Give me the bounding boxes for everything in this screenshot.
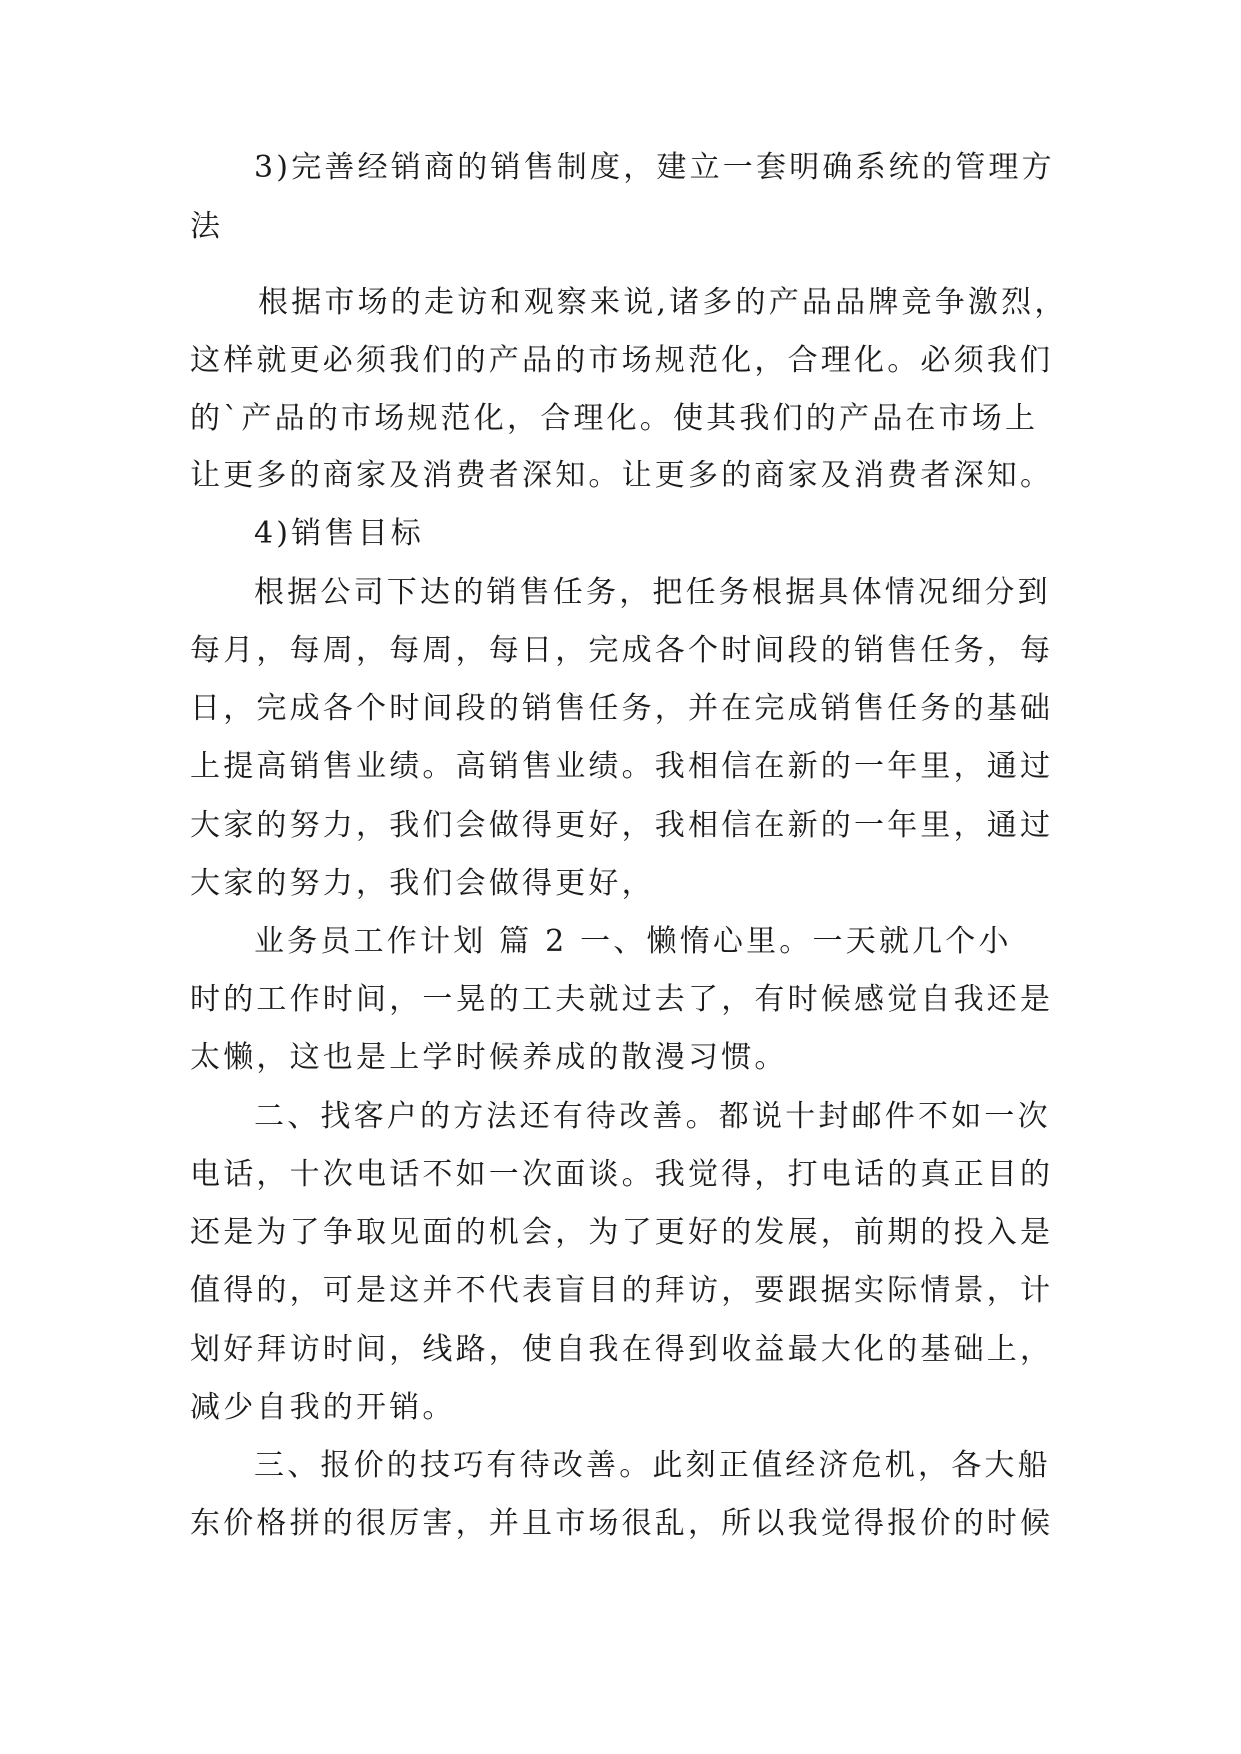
text-line: 根据市场的走访和观察来说,诸多的产品品牌竞争激烈， [258, 285, 1068, 320]
text-line: 法 [190, 209, 224, 244]
text-line: 根据公司下达的销售任务，把任务根据具体情况细分到 [254, 575, 1051, 610]
text-line: 让更多的商家及消费者深知。让更多的商家及消费者深知。 [190, 458, 1054, 493]
text-line: 这样就更必须我们的产品的市场规范化，合理化。必须我们 [190, 343, 1054, 378]
text-line: 值得的，可是这并不代表盲目的拜访，要跟据实际情景，计 [190, 1273, 1054, 1308]
text-line: 电话，十次电话不如一次面谈。我觉得，打电话的真正目的 [190, 1157, 1054, 1192]
section-heading-line: 业务员工作计划 篇 2 一、懒惰心里。一天就几个小 [254, 924, 1012, 959]
text-line: 大家的努力，我们会做得更好， [190, 866, 655, 901]
text-line: 时的工作时间，一晃的工夫就过去了，有时候感觉自我还是 [190, 982, 1054, 1017]
text-line: 太懒，这也是上学时候养成的散漫习惯。 [190, 1040, 788, 1075]
text-line: 三、报价的技巧有待改善。此刻正值经济危机，各大船 [254, 1448, 1051, 1483]
text-line: 4)销售目标 [254, 516, 424, 551]
text-line: 东价格拼的很厉害，并且市场很乱，所以我觉得报价的时候 [190, 1506, 1054, 1541]
text-line: 减少自我的开销。 [190, 1390, 456, 1425]
text-line: 还是为了争取见面的机会，为了更好的发展，前期的投入是 [190, 1215, 1054, 1250]
text-line: 上提高销售业绩。高销售业绩。我相信在新的一年里，通过 [190, 749, 1054, 784]
text-line: 二、找客户的方法还有待改善。都说十封邮件不如一次 [254, 1099, 1051, 1134]
text-line: 日，完成各个时间段的销售任务，并在完成销售任务的基础 [190, 691, 1054, 726]
text-line: 每月，每周，每周，每日，完成各个时间段的销售任务，每 [190, 633, 1054, 668]
text-line: 大家的努力，我们会做得更好，我相信在新的一年里，通过 [190, 808, 1054, 843]
text-line: 划好拜访时间，线路，使自我在得到收益最大化的基础上， [190, 1332, 1054, 1367]
text-line: 3)完善经销商的销售制度，建立一套明确系统的管理方 [254, 150, 1055, 185]
text-line: 的`产品的市场规范化，合理化。使其我们的产品在市场上 [190, 401, 1039, 436]
